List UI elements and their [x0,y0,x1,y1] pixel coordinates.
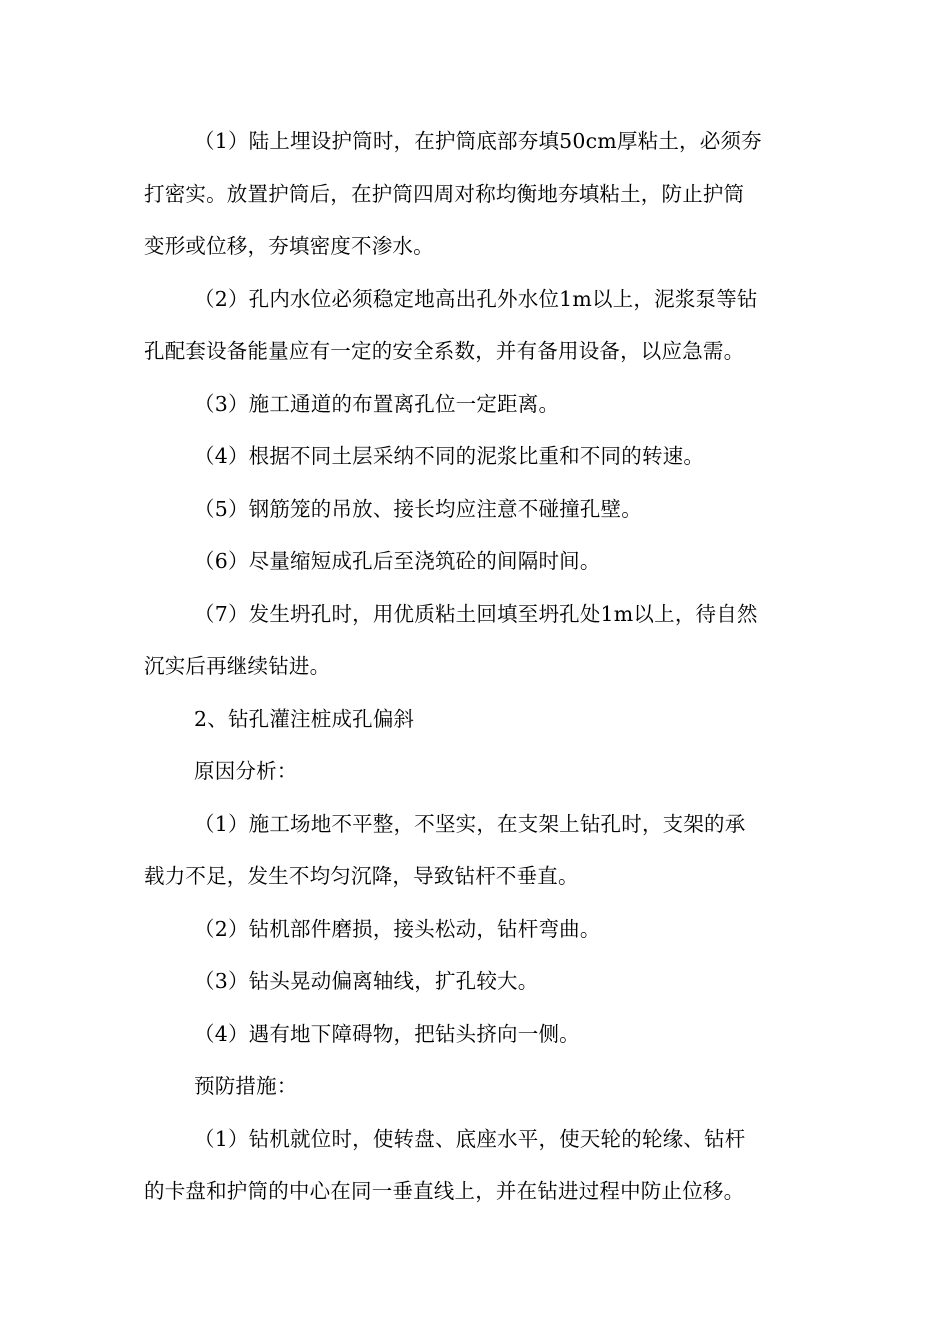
paragraph-mud-density: （4）根据不同土层采纳不同的泥浆比重和不同的转速。 [194,444,705,468]
paragraph-pour-interval: （6）尽量缩短成孔后至浇筑砼的间隔时间。 [194,549,601,573]
paragraph-water-level-2: 孔配套设备能量应有一定的安全系数，并有备用设备，以应急需。 [144,339,745,363]
subheading-cause-analysis: 原因分析： [194,759,298,783]
paragraph-collapse-backfill-1: （7）发生坍孔时，用优质粘土回填至坍孔处1m以上，待自然 [194,601,758,626]
paragraph-bit-wobble: （3）钻头晃动偏离轴线，扩孔较大。 [194,969,539,993]
document-body [144,115,814,1218]
paragraph-casing-burial-2: 打密实。放置护筒后，在护筒四周对称均衡地夯填粘土，防止护筒 [144,181,745,206]
paragraph-casing-burial-1: （1）陆上埋设护筒时，在护筒底部夯填50cm厚粘土，必须夯 [194,129,762,153]
paragraph-rig-wear: （2）钻机部件磨损，接头松动，钻杆弯曲。 [194,916,601,941]
paragraph-rig-alignment-1: （1）钻机就位时，使转盘、底座水平，使天轮的轮缘、钻杆 [194,1126,746,1151]
paragraph-rebar-cage: （5）钢筋笼的吊放、接长均应注意不碰撞孔壁。 [194,496,642,521]
paragraph-collapse-backfill-2: 沉实后再继续钻进。 [144,654,331,678]
paragraph-site-uneven-2: 载力不足，发生不均匀沉降，导致钻杆不垂直。 [144,864,579,888]
subheading-prevention: 预防措施： [194,1074,298,1098]
paragraph-access-road: （3）施工通道的布置离孔位一定距离。 [194,391,560,416]
paragraph-obstacles: （4）遇有地下障碍物，把钻头挤向一侧。 [194,1021,580,1046]
paragraph-water-level-1: （2）孔内水位必须稳定地高出孔外水位1m以上，泥浆泵等钻 [194,286,758,311]
paragraph-casing-burial-3: 变形或位移，夯填密度不渗水。 [144,234,434,258]
paragraph-site-uneven-1: （1）施工场地不平整，不坚实，在支架上钻孔时，支架的承 [194,811,746,836]
section-heading: 2、钻孔灌注桩成孔偏斜 [194,706,415,731]
paragraph-rig-alignment-2: 的卡盘和护筒的中心在同一垂直线上，并在钻进过程中防止位移。 [144,1179,745,1203]
